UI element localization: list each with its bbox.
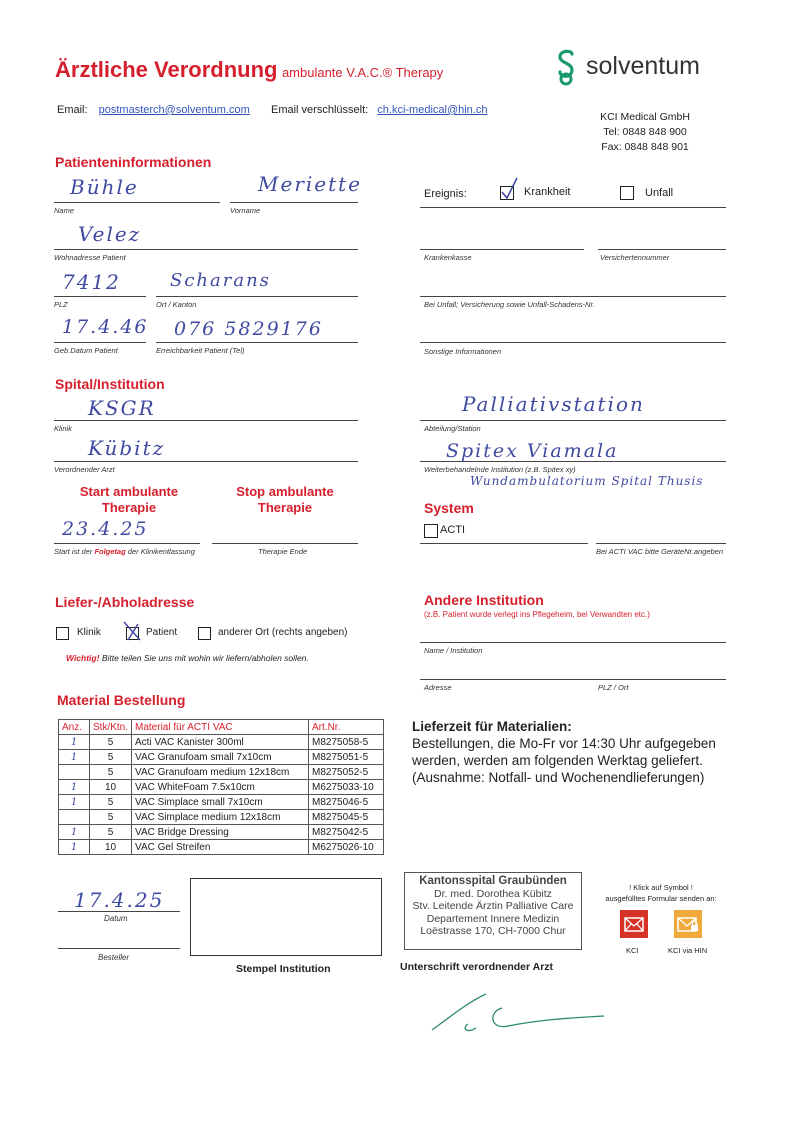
other-adresse-caption: Adresse (424, 683, 452, 692)
lieferzeit-line-2: werden, werden am folgenden Werktag geliefert. (412, 753, 703, 768)
dob-caption: Geb.Datum Patient (54, 346, 118, 355)
company-fax: Fax: 0848 848 901 (601, 141, 689, 153)
dob-value[interactable]: 17.4.46 (62, 316, 149, 338)
lieferzeit-heading: Lieferzeit für Materialien: (412, 719, 572, 734)
name-caption: Name (54, 206, 75, 215)
datum-caption: Datum (104, 914, 128, 923)
acti-caption: Bei ACTI VAC bitte GeräteNr.angeben (596, 547, 724, 556)
email-link[interactable]: postmasterch@solventum.com (98, 104, 250, 116)
institution-heading: Spital/Institution (55, 376, 165, 392)
other-name-caption: Name / Institution (424, 646, 483, 655)
stamp-line-1: Kantonsspital Graubünden (419, 875, 567, 887)
stamp-line-5: Loëstrasse 170, CH-7000 Chur (420, 925, 566, 937)
sonstige-caption: Sonstige Informationen (424, 347, 502, 356)
table-row: 1 10 VAC WhiteFoam 7.5x10cm M6275033-10 (59, 780, 384, 795)
patient-heading: Patienteninformationen (55, 154, 212, 170)
col-anz: Anz. (59, 720, 90, 735)
unfall-versicherung-caption: Bei Unfall; Versicherung sowie Unfall-Schadens-Nr. (424, 300, 595, 309)
material-table (58, 719, 384, 855)
versichertennummer-caption: Versichertennummer (600, 253, 670, 262)
email-label: Email: (57, 104, 88, 116)
send-instructions (596, 882, 726, 904)
weiterbehandelnde-value[interactable]: Spitex Viamala (446, 440, 619, 462)
delivery-other-label: anderer Ort (rechts angeben) (218, 627, 348, 638)
title-main: Ärztliche Verordnung (55, 57, 278, 82)
send-kci-hin-button[interactable] (674, 910, 702, 938)
krankheit-check-mark (498, 176, 520, 200)
company-tel: Tel: 0848 848 900 (603, 126, 687, 138)
acti-checkbox[interactable] (424, 524, 438, 538)
vorname-value[interactable]: Meriette (258, 172, 363, 196)
page-title (55, 57, 443, 83)
delivery-note: Wichtig! Bitte teilen Sie uns mit wohin wir liefern/abholen sollen. (66, 653, 309, 663)
col-material: Material für ACTI VAC (132, 720, 309, 735)
table-row: 1 5 VAC Bridge Dressing M8275042-5 (59, 825, 384, 840)
krankheit-label: Krankheit (524, 186, 571, 198)
besteller-caption: Besteller (98, 953, 130, 962)
lieferzeit-line-3: (Ausnahme: Notfall- und Wochenendlieferungen) (412, 770, 705, 785)
vorname-caption: Vorname (230, 206, 261, 215)
other-institution-sub: (z.B. Patient wurde verlegt ins Pflegeheim, bei Verwandten etc.) (424, 610, 650, 619)
unfall-label: Unfall (645, 187, 674, 199)
title-sub: ambulante V.A.C.® Therapy (281, 65, 444, 80)
arzt-value[interactable]: Kübitz (88, 436, 166, 460)
other-institution-heading: Andere Institution (424, 592, 544, 608)
material-heading: Material Bestellung (57, 692, 186, 708)
ereignis-label: Ereignis: (424, 188, 467, 200)
delivery-klinik-label: Klinik (77, 627, 101, 638)
send-kci-label: KCI (626, 946, 639, 955)
company-name: KCI Medical GmbH (600, 111, 690, 123)
start-caption: Start ist der Folgetag der Klinikentlassung (54, 547, 195, 556)
delivery-patient-label: Patient (146, 627, 178, 638)
weiterbehandelnde-value-2[interactable]: Wundambulatorium Spital Thusis (470, 474, 704, 488)
email-encrypted-label: Email verschlüsselt: (271, 104, 369, 116)
table-row: 1 5 Acti VAC Kanister 300ml M8275058-5 (59, 735, 384, 750)
klick-line-1: ! Klick auf Symbol ! (629, 883, 693, 892)
phone-caption: Erreichbarkeit Patient (Tel) (156, 346, 245, 355)
stamp-line-3: Stv. Leitende Ärztin Palliative Care (412, 900, 574, 912)
envelope-icon (620, 910, 648, 938)
envelope-lock-icon (674, 910, 702, 938)
abteilung-value[interactable]: Palliativstation (462, 392, 645, 416)
col-artnr: Art.Nr. (309, 720, 384, 735)
table-row: 5 VAC Simplace medium 12x18cm M8275045-5 (59, 810, 384, 825)
address-caption: Wohnadresse Patient (54, 253, 126, 262)
arzt-caption: Verordnender Arzt (54, 465, 115, 474)
system-heading: System (424, 500, 474, 516)
delivery-other-checkbox[interactable] (198, 627, 211, 640)
lieferzeit-block (412, 718, 752, 786)
stempel-box (190, 878, 382, 956)
start-therapy-label: Start ambulante Therapie (79, 484, 179, 515)
delivery-heading: Liefer-/Abholadresse (55, 594, 195, 610)
unfall-checkbox[interactable] (620, 186, 634, 200)
stamp-line-4: Departement Innere Medizin (426, 912, 560, 925)
ort-caption: Ort / Kanton (156, 300, 197, 309)
delivery-klinik-checkbox[interactable] (56, 627, 69, 640)
send-kci-button[interactable] (620, 910, 648, 938)
stempel-caption: Stempel Institution (236, 963, 331, 975)
weiterbehandelnde-caption: Weiterbehandelnde Institution (z.B. Spitex xy) (424, 465, 576, 474)
other-plz-caption: PLZ / Ort (598, 683, 629, 692)
name-value[interactable]: Bühle (70, 175, 139, 199)
address-value[interactable]: Velez (78, 222, 142, 246)
logo-text: solventum (586, 52, 700, 80)
solventum-logo-icon (552, 48, 580, 88)
stop-therapy-label: Stop ambulante Therapie (236, 484, 334, 515)
datum-value[interactable]: 17.4.25 (74, 888, 165, 912)
doctor-stamp (404, 872, 582, 950)
phone-value[interactable]: 076 5829176 (174, 318, 323, 340)
lieferzeit-line-1: Bestellungen, die Mo-Fr vor 14:30 Uhr aufgegeben (412, 736, 716, 751)
krankenkasse-caption: Krankenkasse (424, 253, 472, 262)
klinik-value[interactable]: KSGR (88, 396, 156, 420)
doctor-signature (428, 990, 608, 1036)
table-row: 1 5 VAC Granufoam small 7x10cm M8275051-5 (59, 750, 384, 765)
stamp-line-2: Dr. med. Dorothea Kübitz (434, 887, 552, 900)
klick-line-2: ausgefülltes Formular senden an: (605, 894, 717, 903)
patient-check-mark (122, 620, 144, 642)
table-row: 1 5 VAC Simplace small 7x10cm M8275046-5 (59, 795, 384, 810)
klinik-caption: Klinik (54, 424, 72, 433)
signature-caption: Unterschrift verordnender Arzt (400, 961, 554, 973)
table-row: 5 VAC Granufoam medium 12x18cm M8275052-5 (59, 765, 384, 780)
table-row: 1 10 VAC Gel Streifen M6275026-10 (59, 840, 384, 855)
col-stk: Stk/Ktn. (90, 720, 132, 735)
plz-caption: PLZ (54, 300, 68, 309)
plz-value[interactable]: 7412 (62, 270, 121, 294)
send-kci-hin-label: KCI via HIN (668, 946, 708, 955)
ort-value[interactable]: Scharans (170, 270, 271, 291)
acti-label: ACTI (440, 524, 466, 536)
start-date-value[interactable]: 23.4.25 (62, 518, 149, 540)
stop-caption: Therapie Ende (258, 547, 308, 556)
abteilung-caption: Abteilung/Station (424, 424, 481, 433)
email-encrypted-link[interactable]: ch.kci-medical@hin.ch (377, 104, 488, 116)
